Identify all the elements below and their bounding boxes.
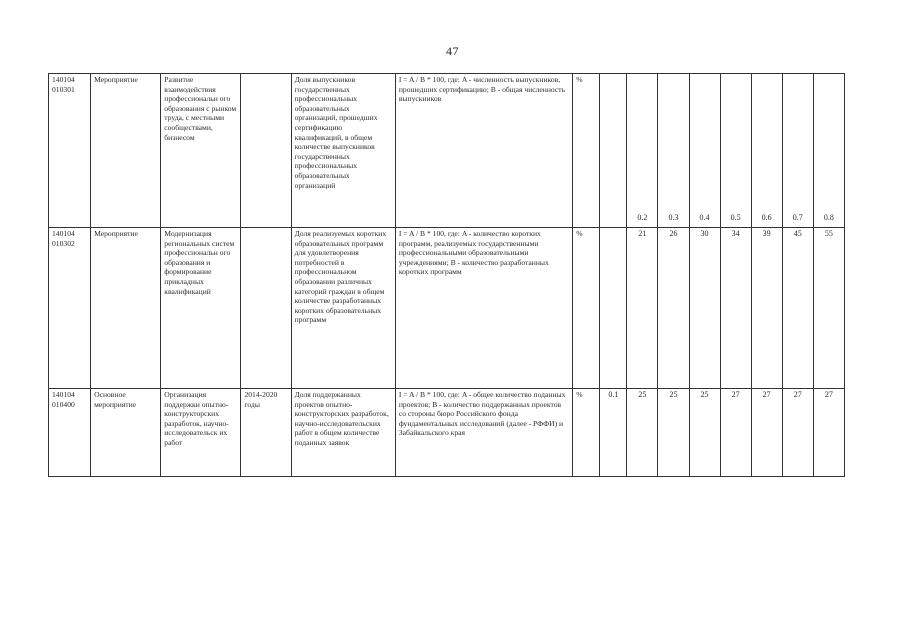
table-row — [49, 74, 845, 228]
row-formula: I = A / B * 100, где: A - численность выпускников, прошедших сертификацию; B - общая численность выпускников — [395, 74, 572, 228]
row-name: Развитие взаимодействия профессиональн ого образования с рынком труда, с местными сообществами, бизнесом — [161, 74, 241, 228]
row-value: 27 — [751, 389, 782, 477]
row-period: 2014-2020 годы — [241, 389, 291, 477]
row-value: 25 — [689, 389, 720, 477]
row-value: 27 — [782, 389, 813, 477]
row-period — [241, 228, 291, 389]
row-value: 0.2 — [627, 74, 658, 228]
row-unit: % — [573, 389, 600, 477]
row-value: 30 — [689, 228, 720, 389]
page-number: 47 — [446, 44, 459, 58]
row-name: Организация поддержки опытно-конструкторских разработок, научно-исследовательск их работ — [161, 389, 241, 477]
row-base: 0.1 — [600, 389, 627, 477]
table-row — [49, 389, 845, 477]
row-type: Основное мероприятие — [91, 389, 161, 477]
row-value: 55 — [813, 228, 844, 389]
row-value: 26 — [658, 228, 689, 389]
row-base — [600, 74, 627, 228]
row-unit: % — [573, 74, 600, 228]
table-row — [49, 228, 845, 389]
row-value: 0.5 — [720, 74, 751, 228]
row-value: 34 — [720, 228, 751, 389]
row-indicator: Доля реализуемых коротких образовательных программ для удовлетворения потребностей в профессиональном образовании различных категорий граждан в общем количестве разработанных коротких образовательных программ — [291, 228, 395, 389]
row-code: 140104 010302 — [49, 228, 91, 389]
row-base — [600, 228, 627, 389]
row-period — [241, 74, 291, 228]
row-value: 25 — [658, 389, 689, 477]
row-value: 21 — [627, 228, 658, 389]
row-code: 140104 010400 — [49, 389, 91, 477]
row-formula: I = A / B * 100, где: A - количество коротких программ, реализуемых государственными профессиональными образовательными учреждениями; B - количество разработанных коротких программ — [395, 228, 572, 389]
row-value: 0.4 — [689, 74, 720, 228]
row-value: 0.7 — [782, 74, 813, 228]
row-indicator: Доля поддержанных проектов опытно-конструкторских разработок, научно-исследовательских работ в общем количестве поданных заявок — [291, 389, 395, 477]
row-value: 27 — [813, 389, 844, 477]
row-unit: % — [573, 228, 600, 389]
row-value: 0.6 — [751, 74, 782, 228]
row-type: Мероприятие — [91, 228, 161, 389]
row-formula: I = A / B * 100, где: A - общее количество поданных проектов; B - количество поддержанных проектов со стороны бюро Российского фонда фундаментальных исследований (далее - РФФИ) и Забайкальского края — [395, 389, 572, 477]
row-value: 39 — [751, 228, 782, 389]
row-value: 25 — [627, 389, 658, 477]
indicators-table — [48, 73, 845, 477]
row-value: 0.3 — [658, 74, 689, 228]
row-name: Модернизация региональных систем профессиональн ого образования и формирование прикладных квалификаций — [161, 228, 241, 389]
row-code: 140104 010301 — [49, 74, 91, 228]
row-value: 45 — [782, 228, 813, 389]
row-type: Мероприятие — [91, 74, 161, 228]
row-indicator: Доля выпускников государственных профессиональных образовательных организаций, прошедших сертификацию квалификаций, в общем количестве выпускников государственных профессиональных образовательных организаций — [291, 74, 395, 228]
row-value: 0.8 — [813, 74, 844, 228]
row-value: 27 — [720, 389, 751, 477]
